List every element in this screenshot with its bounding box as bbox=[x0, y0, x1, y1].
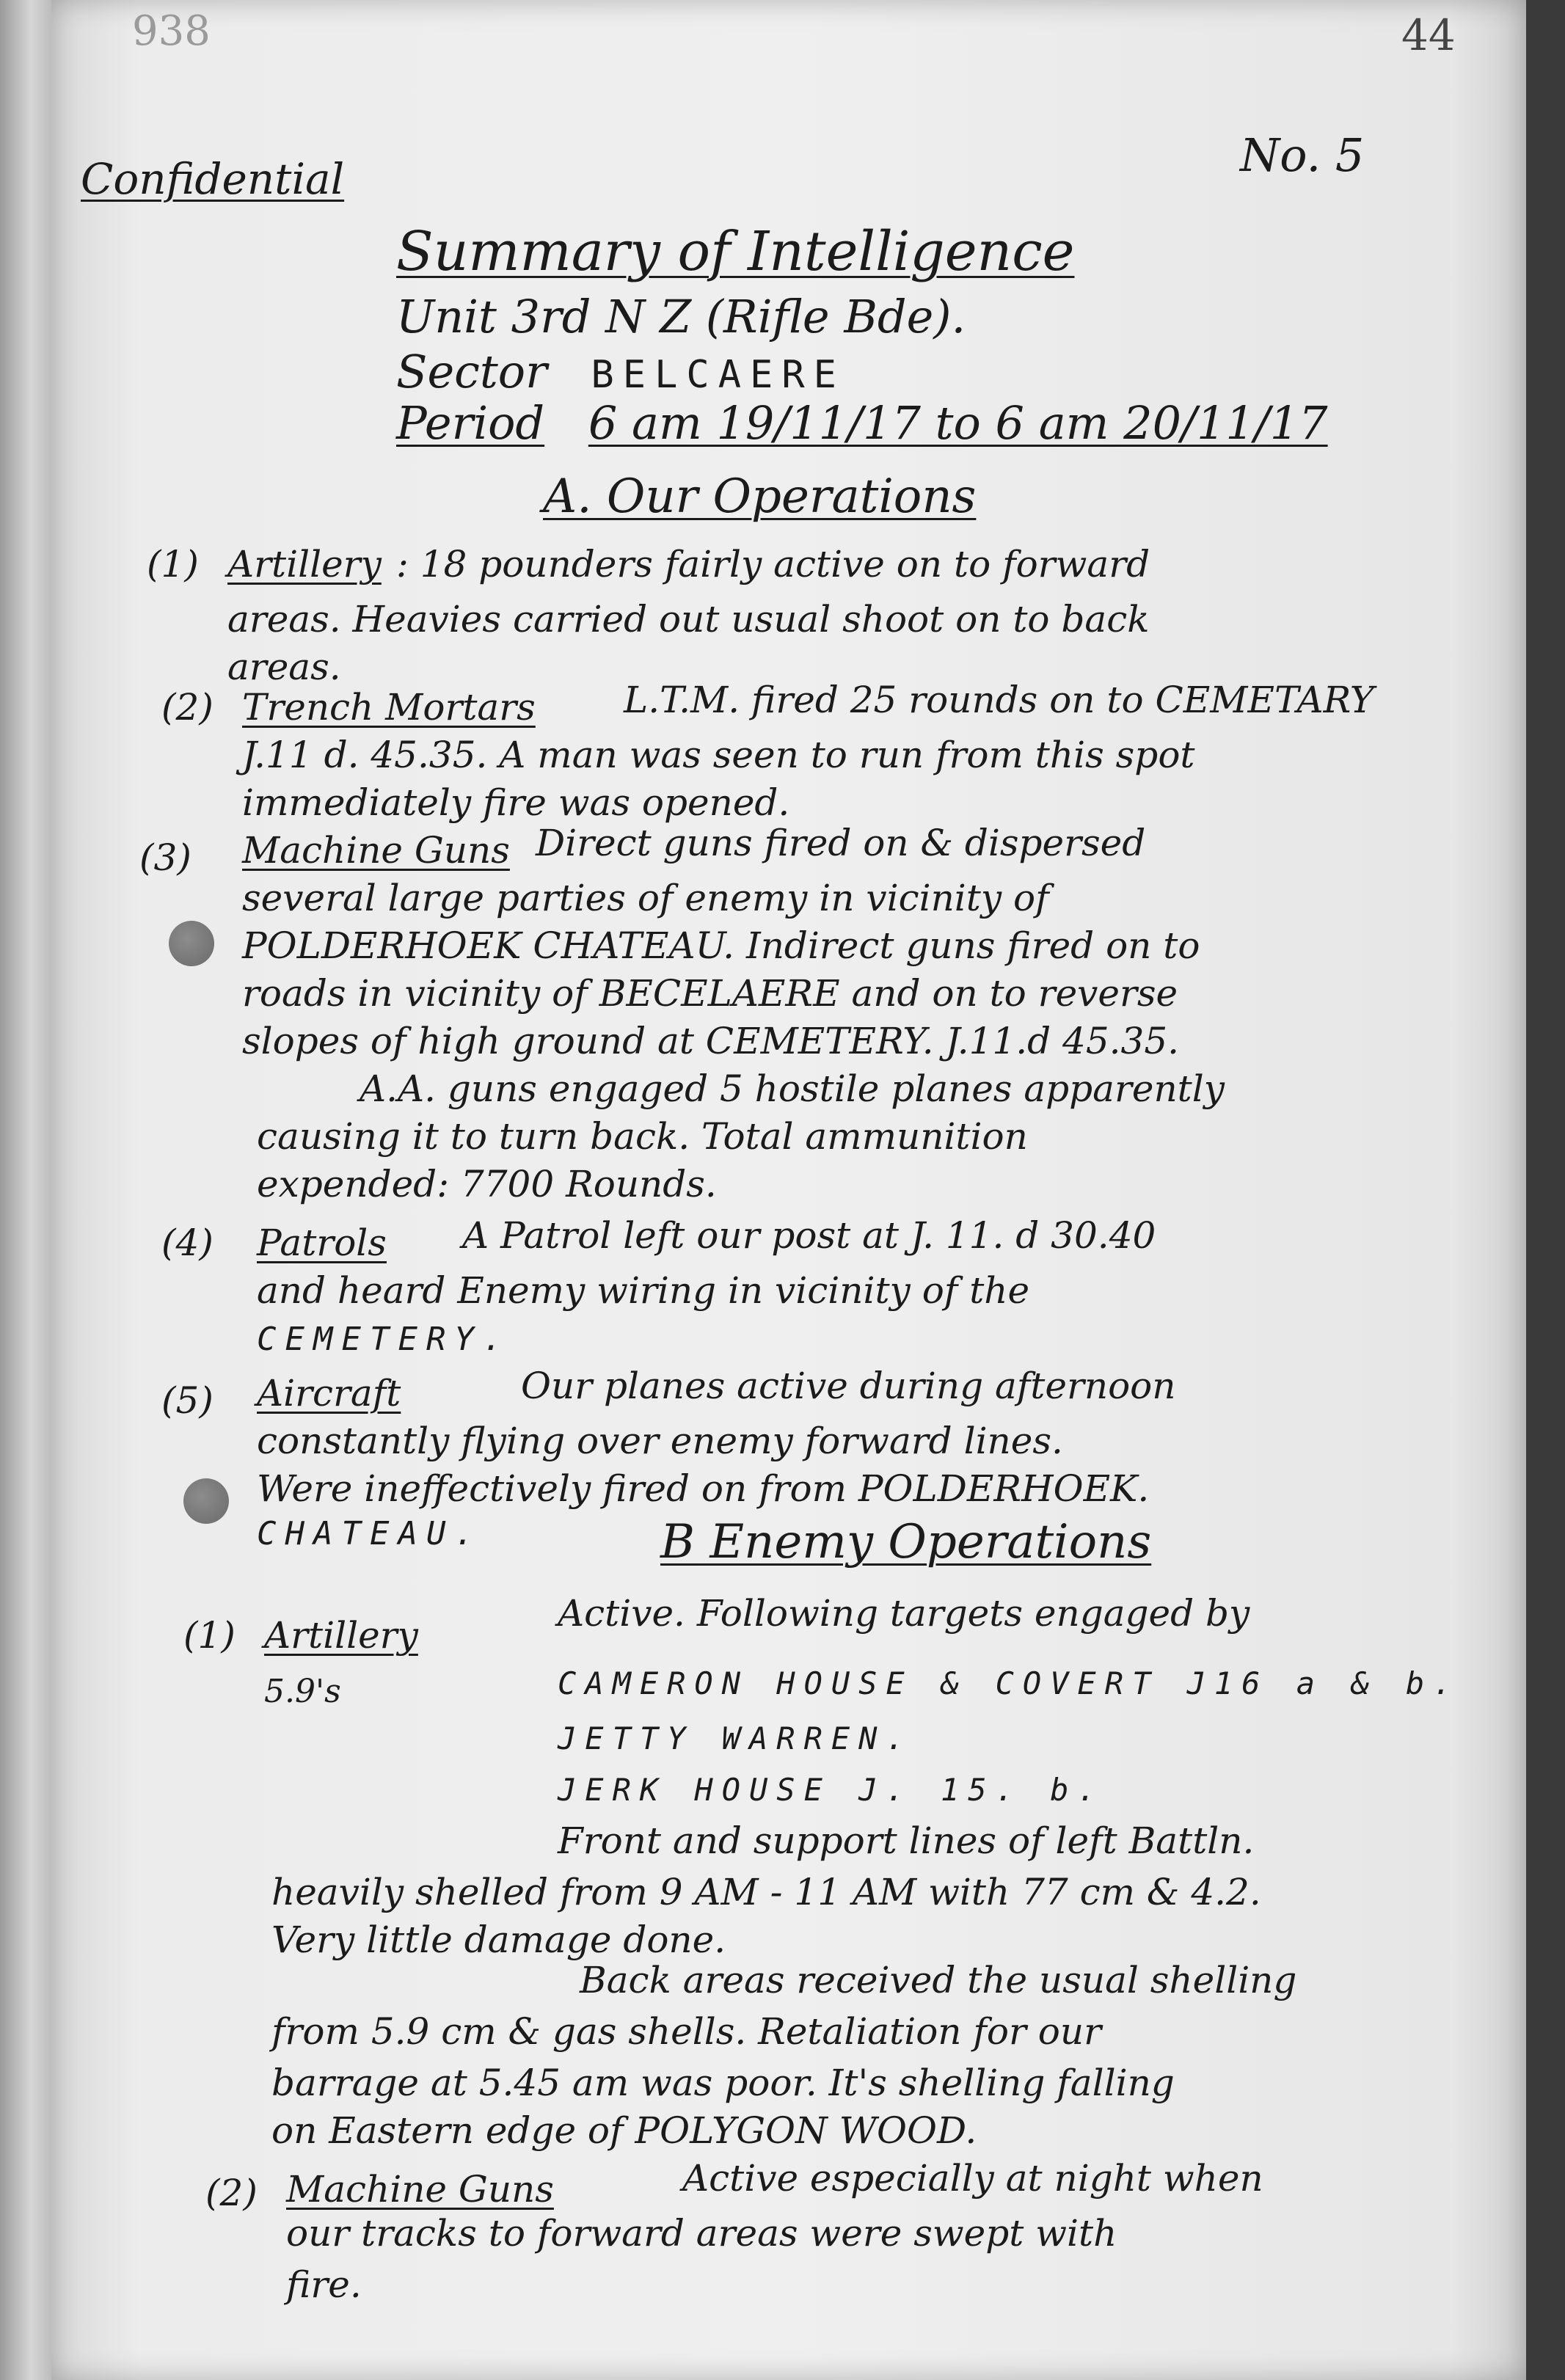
a4-line-2: and heard Enemy wiring in vicinity of the bbox=[257, 1269, 1030, 1312]
b1-line-11: on Eastern edge of POLYGON WOOD. bbox=[271, 2109, 977, 2152]
b2-number: (2) bbox=[205, 2172, 258, 2214]
b2-line-2: our tracks to forward areas were swept with bbox=[286, 2212, 1117, 2255]
a3-line-8: expended: 7700 Rounds. bbox=[257, 1163, 717, 1205]
section-b-heading: B Enemy Operations bbox=[660, 1515, 1152, 1569]
a5-line-1: Our planes active during afternoon bbox=[521, 1365, 1176, 1407]
a5-line-4: CHATEAU. bbox=[257, 1515, 483, 1552]
b1-line-9: from 5.9 cm & gas shells. Retaliation for our bbox=[271, 2010, 1102, 2053]
sector-label: Sector bbox=[396, 345, 547, 398]
a1-label: Artillery bbox=[227, 543, 382, 585]
a2-line-3: immediately fire was opened. bbox=[242, 781, 790, 824]
a1-line-2: areas. Heavies carried out usual shoot on to back bbox=[227, 598, 1150, 640]
b2-line-1: Active especially at night when bbox=[682, 2157, 1263, 2200]
b2-label: Machine Guns bbox=[286, 2168, 554, 2211]
a2-label: Trench Mortars bbox=[242, 686, 536, 729]
b1-line-5: Front and support lines of left Battln. bbox=[558, 1819, 1255, 1862]
a3-number: (3) bbox=[139, 836, 191, 879]
a1-line-3: areas. bbox=[227, 646, 341, 688]
a3-line-7: causing it to turn back. Total ammunition bbox=[257, 1115, 1028, 1158]
a3-label: Machine Guns bbox=[242, 829, 510, 872]
a4-line-3: CEMETERY. bbox=[257, 1321, 511, 1358]
a3-line-2: several large parties of enemy in vicinity of bbox=[242, 877, 1049, 919]
b1-line-6: heavily shelled from 9 AM - 11 AM with 77 cm & 4.2. bbox=[271, 1871, 1261, 1913]
b1-label: Artillery bbox=[264, 1614, 418, 1657]
b1-line-4: JERK HOUSE J. 15. b. bbox=[558, 1772, 1105, 1808]
b1-sub-label: 5.9's bbox=[264, 1673, 341, 1710]
a3-line-4: roads in vicinity of BECELAERE and on to reverse bbox=[242, 972, 1178, 1015]
b1-line-3: JETTY WARREN. bbox=[558, 1720, 913, 1756]
document-number: No. 5 bbox=[1240, 128, 1365, 182]
a3-line-1: Direct guns fired on & dispersed bbox=[536, 822, 1146, 864]
b1-line-7: Very little damage done. bbox=[271, 1919, 726, 1961]
b1-line-1: Active. Following targets engaged by bbox=[558, 1592, 1250, 1635]
page-number: 44 bbox=[1401, 10, 1456, 60]
a2-line-1: L.T.M. fired 25 rounds on to CEMETARY bbox=[624, 679, 1374, 721]
unit-line: Unit 3rd N Z (Rifle Bde). bbox=[396, 290, 966, 343]
a5-number: (5) bbox=[161, 1379, 214, 1422]
a2-number: (2) bbox=[161, 686, 214, 729]
archive-stamp-number: 938 bbox=[132, 7, 211, 55]
b1-line-8: Back areas received the usual shelling bbox=[580, 1959, 1297, 2001]
summary-heading: Summary of Intelligence bbox=[396, 220, 1075, 283]
classification-label: Confidential bbox=[81, 154, 345, 204]
document-page bbox=[51, 0, 1526, 2380]
b2-line-3: fire. bbox=[286, 2263, 362, 2306]
a3-line-3: POLDERHOEK CHATEAU. Indirect guns fired on to bbox=[242, 924, 1200, 967]
sector-value: BELCAERE bbox=[591, 353, 845, 397]
period-value: 6 am 19/11/17 to 6 am 20/11/17 bbox=[588, 396, 1328, 450]
period-label: Period bbox=[396, 396, 545, 450]
a5-line-3: Were ineffectively fired on from POLDERHOEK. bbox=[257, 1467, 1150, 1510]
b1-line-10: barrage at 5.45 am was poor. It's shelling falling bbox=[271, 2062, 1175, 2104]
punch-hole-bottom bbox=[183, 1478, 229, 1524]
adjacent-page-edge bbox=[0, 0, 51, 2380]
a4-label: Patrols bbox=[257, 1222, 387, 1264]
b1-line-2: CAMERON HOUSE & COVERT J16 a & b. bbox=[558, 1665, 1461, 1701]
b1-number: (1) bbox=[183, 1614, 236, 1657]
punch-hole-top bbox=[169, 921, 214, 966]
section-a-heading: A. Our Operations bbox=[543, 470, 977, 524]
a1-line-1: : 18 pounders fairly active on to forward bbox=[396, 543, 1150, 585]
a4-line-1: A Patrol left our post at J. 11. d 30.40 bbox=[462, 1214, 1156, 1257]
a3-line-5: slopes of high ground at CEMETERY. J.11.d 45.35. bbox=[242, 1020, 1180, 1062]
period-line bbox=[396, 396, 1328, 450]
a1-number: (1) bbox=[147, 543, 199, 585]
a3-line-6: A.A. guns engaged 5 hostile planes apparently bbox=[360, 1067, 1225, 1110]
a5-line-2: constantly flying over enemy forward lines. bbox=[257, 1420, 1063, 1462]
sector-line bbox=[396, 345, 845, 398]
a2-line-2: J.11 d. 45.35. A man was seen to run from this spot bbox=[242, 734, 1195, 776]
a4-number: (4) bbox=[161, 1222, 214, 1264]
a5-label: Aircraft bbox=[257, 1372, 401, 1415]
